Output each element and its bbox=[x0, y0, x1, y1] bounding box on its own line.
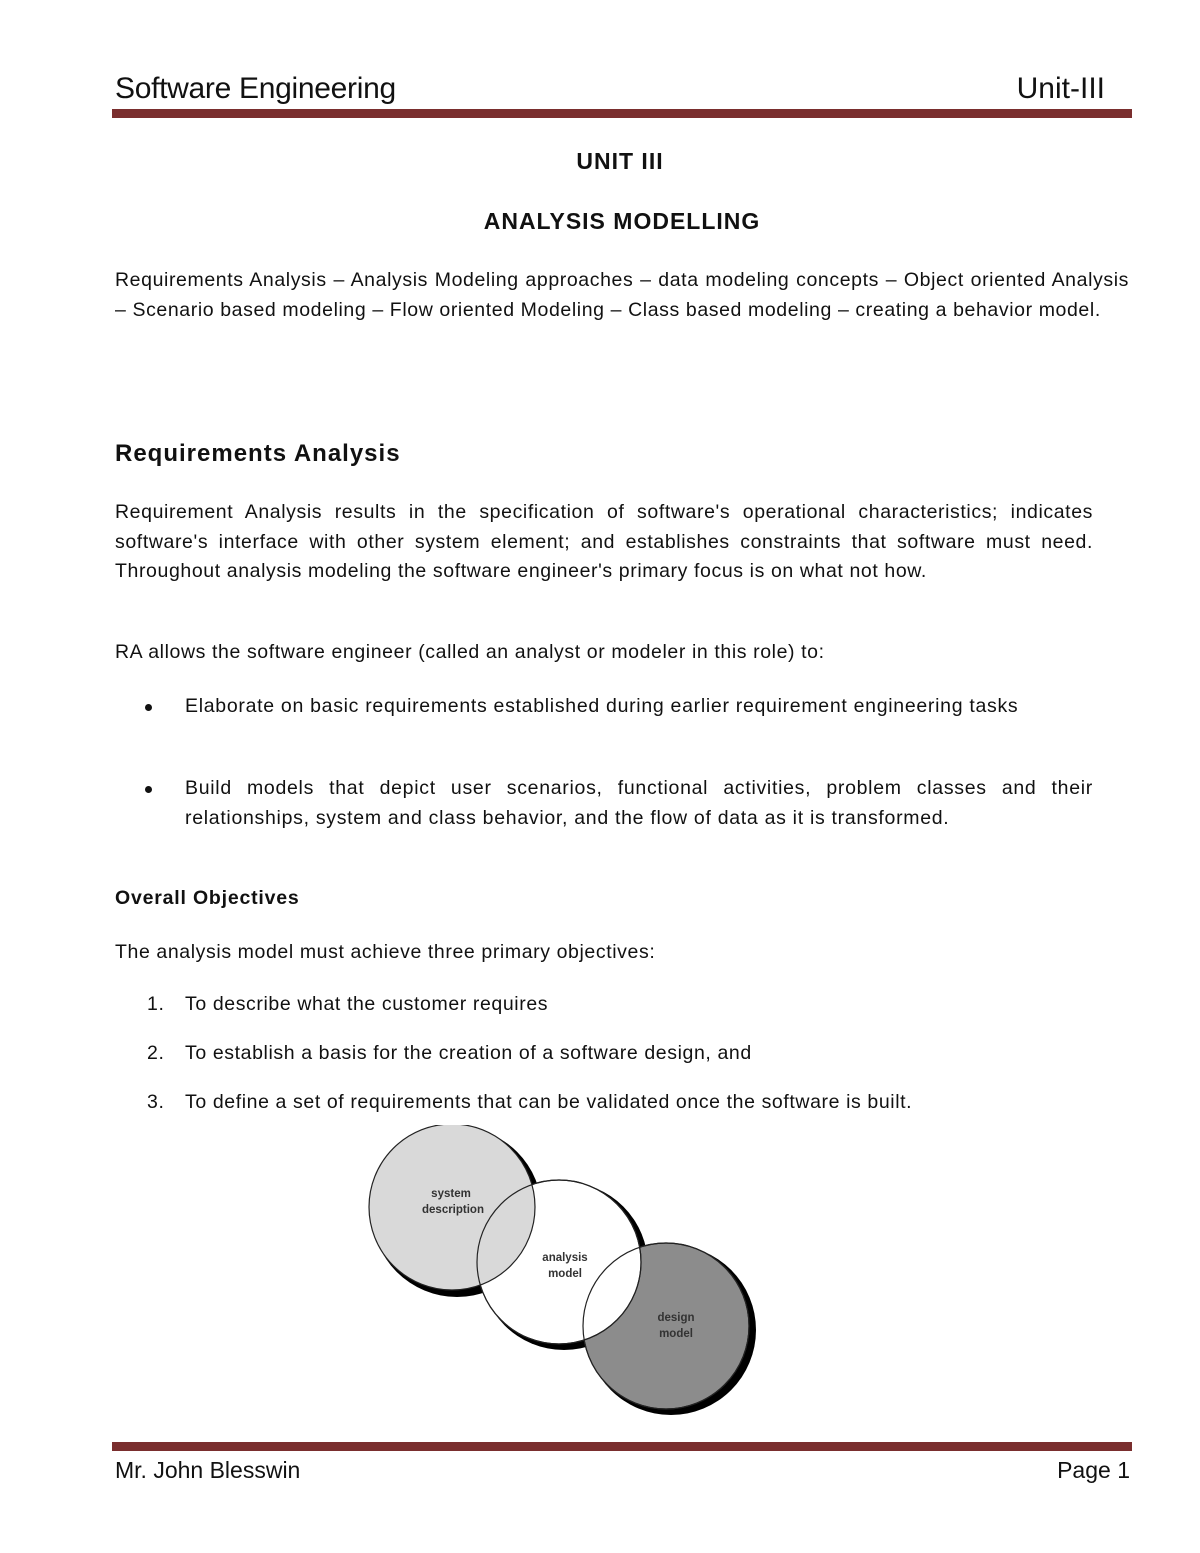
section-heading: Requirements Analysis bbox=[115, 440, 401, 467]
analysis-label-2: model bbox=[548, 1268, 582, 1280]
list-number: 3. bbox=[147, 1091, 165, 1113]
list-number: 1. bbox=[147, 993, 165, 1015]
bullet-icon bbox=[145, 786, 152, 793]
analysis-model-diagram bbox=[360, 1125, 780, 1415]
header-title: Software Engineering bbox=[115, 72, 396, 105]
objectives-intro: The analysis model must achieve three primary objectives: bbox=[115, 941, 656, 963]
design-label-1: design bbox=[657, 1312, 695, 1324]
footer-rule bbox=[112, 1442, 1132, 1451]
objectives-heading: Overall Objectives bbox=[115, 887, 300, 909]
header-rule bbox=[112, 109, 1132, 118]
intro-paragraph: Requirements Analysis – Analysis Modeling approaches – data modeling concepts – Object oriented Analysis – Scenario based modeling – Flow oriented Modeling – Class based modeling – creating a behavior model. bbox=[115, 269, 1129, 321]
bullet-text: Elaborate on basic requirements established during earlier requirement engineering tasks bbox=[185, 695, 1019, 717]
list-text: To describe what the customer requires bbox=[185, 993, 549, 1015]
unit-title: UNIT III bbox=[576, 148, 664, 174]
header-unit: Unit-III bbox=[1016, 72, 1105, 105]
system-label-1: system bbox=[431, 1188, 471, 1200]
list-text: To define a set of requirements that can be validated once the software is built. bbox=[185, 1091, 913, 1113]
system-label-2: description bbox=[422, 1204, 484, 1216]
design-label-2: model bbox=[659, 1328, 693, 1340]
bullet-icon bbox=[145, 704, 152, 711]
ra-allows-paragraph: RA allows the software engineer (called an analyst or modeler in this role) to: bbox=[115, 641, 825, 663]
analysis-label-1: analysis bbox=[542, 1252, 588, 1264]
list-text: To establish a basis for the creation of a software design, and bbox=[185, 1042, 752, 1064]
requirements-analysis-paragraph: Requirement Analysis results in the specification of software's operational characteristics; indicates software's interface with other system element; and establishes constraints that software must need. Throughout analysis modeling the software engineer's primary focus is on what not how. bbox=[115, 501, 1093, 582]
page-title: ANALYSIS MODELLING bbox=[483, 208, 761, 234]
bullet-text: Build models that depict user scenarios, functional activities, problem classes and their relationships, system and class behavior, and the flow of data as it is transformed. bbox=[185, 777, 1093, 829]
list-number: 2. bbox=[147, 1042, 165, 1064]
footer-author: Mr. John Blesswin bbox=[115, 1457, 301, 1483]
page-number: Page 1 bbox=[1057, 1457, 1130, 1483]
